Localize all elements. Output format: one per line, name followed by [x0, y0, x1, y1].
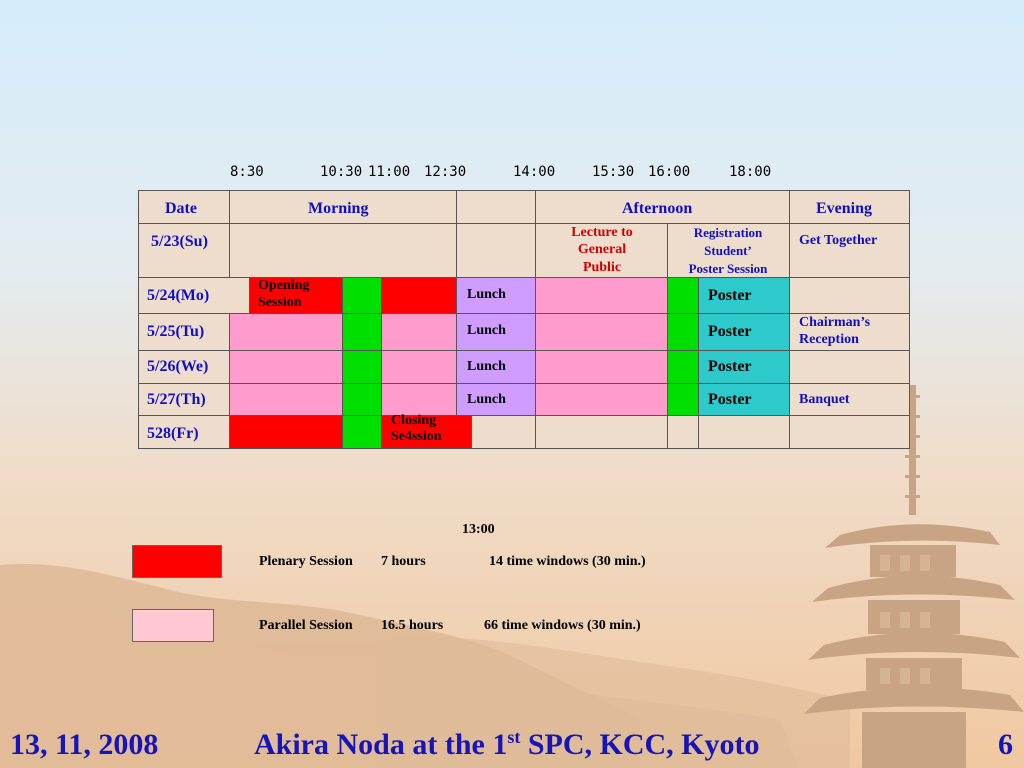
- schedule-cell: [667, 415, 699, 449]
- evening-event: Banquet: [799, 392, 850, 407]
- row-date: 5/26(We): [147, 358, 209, 375]
- time-label: 14:00: [513, 164, 556, 180]
- time-label: 10:30: [320, 164, 363, 180]
- poster-label: Poster: [708, 323, 752, 340]
- footer-date: 13, 11, 2008: [10, 728, 159, 761]
- schedule-cell: [456, 223, 536, 278]
- schedule-cell: [535, 415, 668, 449]
- footer-title: [254, 727, 760, 761]
- break-block: [667, 383, 699, 416]
- evening-cell: [789, 277, 910, 314]
- date-cell: [138, 223, 230, 278]
- schedule-cell: [471, 415, 536, 449]
- lecture-line: Public: [582, 260, 622, 275]
- row-date: 5/23(Su): [151, 233, 208, 250]
- evening-cell: [789, 415, 910, 449]
- header-gap-cell: [456, 190, 536, 224]
- header-afternoon: Afternoon: [622, 200, 693, 217]
- row-date: 5/24(Mo): [147, 287, 210, 304]
- opening-line: Session: [258, 295, 302, 310]
- time-label: 11:00: [368, 164, 411, 180]
- header-morning: Morning: [308, 200, 369, 217]
- break-block: [667, 313, 699, 351]
- parallel-block: [535, 313, 668, 351]
- break-block: [667, 350, 699, 384]
- row-date: 5/27(Th): [147, 391, 206, 408]
- header-date: Date: [165, 200, 197, 217]
- parallel-block: [381, 350, 457, 384]
- closing-line: Closing: [391, 413, 437, 428]
- poster-label: Poster: [708, 391, 752, 408]
- parallel-legend-hours: 16.5 hours: [381, 618, 444, 633]
- parallel-block: [229, 383, 343, 416]
- parallel-block: [535, 277, 668, 314]
- parallel-block: [381, 313, 457, 351]
- parallel-block: [535, 350, 668, 384]
- evening-event: Chairman’s: [799, 315, 871, 330]
- lunch-label: Lunch: [467, 287, 506, 302]
- row-date: 528(Fr): [147, 425, 199, 442]
- parallel-block: [229, 350, 343, 384]
- break-block: [342, 350, 382, 384]
- break-block: [342, 277, 382, 314]
- plenary-block: [229, 415, 343, 449]
- registration-line: Poster Session: [688, 261, 768, 276]
- poster-label: Poster: [708, 358, 752, 375]
- time-label: 12:30: [424, 164, 467, 180]
- lecture-line: General: [577, 242, 627, 257]
- page-number: 6: [998, 728, 1013, 761]
- lunch-label: Lunch: [467, 359, 506, 374]
- evening-cell: [789, 350, 910, 384]
- time-label: 15:30: [592, 164, 635, 180]
- footer-title-post: SPC, KCC, Kyoto: [520, 728, 760, 761]
- schedule-cell: [229, 223, 457, 278]
- time-label: 16:00: [648, 164, 691, 180]
- parallel-legend-name: Parallel Session: [259, 618, 353, 633]
- lunch-label: Lunch: [467, 392, 506, 407]
- evening-event: Reception: [799, 332, 859, 347]
- parallel-block: [381, 383, 457, 416]
- evening-cell: [789, 223, 910, 278]
- plenary-legend-hours: 7 hours: [381, 554, 426, 569]
- footer-title-pre: Akira Noda at the 1: [254, 728, 508, 761]
- break-block: [667, 277, 699, 314]
- break-block: [342, 313, 382, 351]
- header-evening: Evening: [816, 200, 873, 217]
- footer-title-sup: st: [507, 727, 521, 747]
- plenary-legend-swatch: [132, 545, 222, 578]
- evening-event: Get Together: [799, 233, 878, 248]
- lunch-label: Lunch: [467, 323, 506, 338]
- registration-line: Student’: [704, 243, 752, 258]
- parallel-legend-swatch: [132, 609, 214, 642]
- lecture-line: Lecture to: [571, 225, 633, 240]
- break-block: [342, 383, 382, 416]
- schedule-cell: [698, 415, 790, 449]
- parallel-block: [535, 383, 668, 416]
- registration-line: Registration: [693, 225, 763, 240]
- break-block: [342, 415, 382, 449]
- poster-label: Poster: [708, 287, 752, 304]
- closing-line: Se4ssion: [391, 429, 442, 444]
- plenary-legend-name: Plenary Session: [259, 554, 353, 569]
- time-marker-1300: 13:00: [462, 522, 495, 537]
- plenary-block: [381, 277, 457, 314]
- time-label: 8:30: [230, 164, 264, 180]
- time-label: 18:00: [729, 164, 772, 180]
- opening-line: Opening: [258, 278, 310, 293]
- parallel-legend-windows: 66 time windows (30 min.): [484, 618, 641, 633]
- plenary-legend-windows: 14 time windows (30 min.): [489, 554, 646, 569]
- parallel-block: [229, 313, 343, 351]
- row-date: 5/25(Tu): [147, 323, 205, 340]
